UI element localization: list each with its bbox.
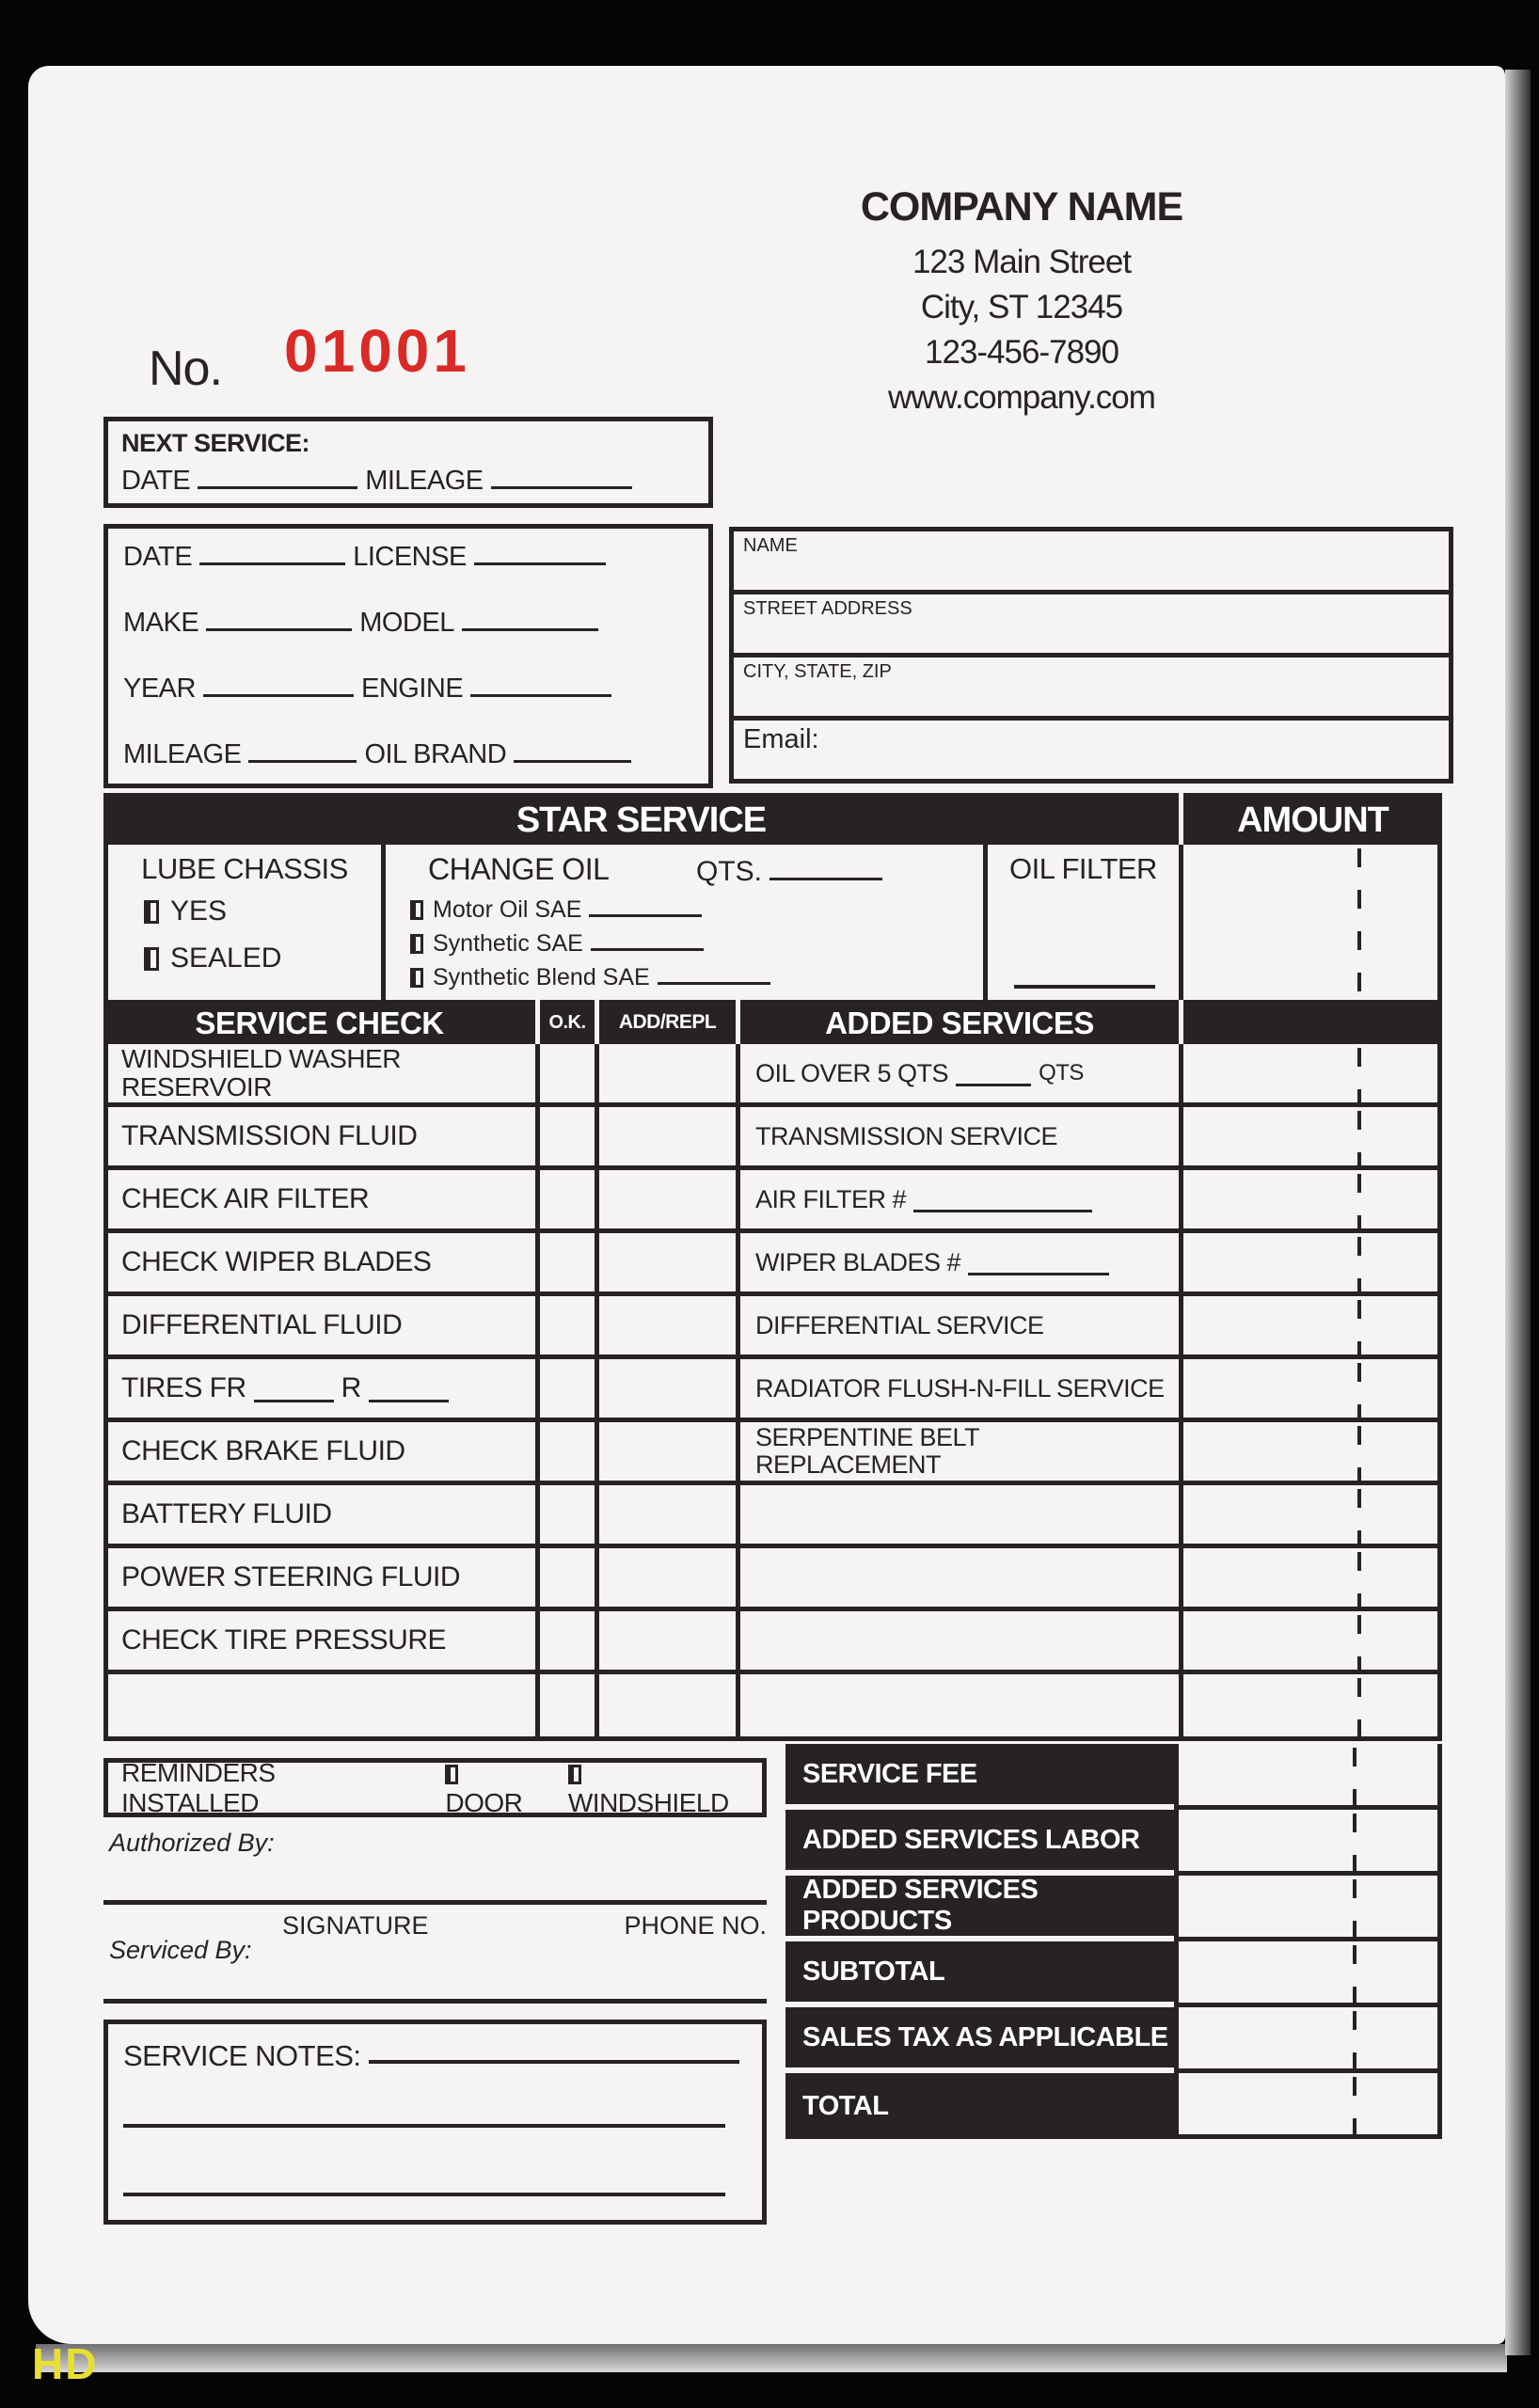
service-table-body xyxy=(103,1044,1442,1741)
cents-divider xyxy=(1357,1111,1361,1165)
service-notes-line-1[interactable] xyxy=(369,2049,739,2064)
table-row xyxy=(108,1296,1437,1359)
customer-city-label: CITY, STATE, ZIP xyxy=(743,661,892,682)
cents-divider xyxy=(1357,1300,1361,1354)
check-item-label: WINDSHIELD WASHER RESERVOIR xyxy=(121,1044,401,1101)
addrepl-cell[interactable] xyxy=(595,1107,736,1165)
addrepl-cell[interactable] xyxy=(595,1359,736,1418)
amount-cell[interactable] xyxy=(1179,1485,1437,1544)
change-oil-cell xyxy=(381,845,983,1000)
qts-blank[interactable] xyxy=(770,852,882,880)
amount-cell[interactable] xyxy=(1179,1611,1437,1670)
check-item-label: CHECK AIR FILTER xyxy=(121,1183,370,1214)
next-service-box xyxy=(103,417,713,508)
added-service-label: AIR FILTER # xyxy=(755,1184,907,1213)
ok-cell[interactable] xyxy=(535,1485,595,1544)
addrepl-cell[interactable] xyxy=(595,1611,736,1670)
added-services-labor-amount[interactable] xyxy=(1174,1810,1442,1876)
vehicle-oilbrand-blank[interactable] xyxy=(514,748,631,763)
service-notes-line-3[interactable] xyxy=(123,2193,725,2196)
vehicle-year-label: YEAR xyxy=(123,673,196,704)
added-service-label: RADIATOR FLUSH-N-FILL SERVICE xyxy=(755,1373,1165,1402)
addrepl-cell[interactable] xyxy=(595,1485,736,1544)
next-service-date-blank[interactable] xyxy=(198,474,357,489)
service-fee-amount[interactable] xyxy=(1174,1744,1442,1810)
cents-divider xyxy=(1357,1615,1361,1670)
cents-divider xyxy=(1357,1426,1361,1481)
total-row xyxy=(785,2073,1442,2139)
cents-divider xyxy=(1353,2011,1357,2068)
table-row xyxy=(108,1422,1437,1485)
next-service-mileage-label: MILEAGE xyxy=(365,466,484,496)
windshield-option[interactable] xyxy=(568,1758,749,1818)
added-service-suffix: QTS xyxy=(1039,1060,1084,1085)
windshield-checkbox[interactable] xyxy=(568,1765,581,1784)
vehicle-date-label: DATE xyxy=(123,542,193,572)
addrepl-cell[interactable] xyxy=(595,1044,736,1102)
cents-divider xyxy=(1357,1237,1361,1291)
motor-oil-option[interactable] xyxy=(410,894,709,924)
vehicle-mileage-label: MILEAGE xyxy=(123,739,242,769)
vehicle-make-label: MAKE xyxy=(123,608,199,638)
company-block xyxy=(786,184,1257,420)
ok-cell[interactable] xyxy=(535,1233,595,1291)
vehicle-engine-label: ENGINE xyxy=(360,673,464,704)
motor-oil-label: Motor Oil SAE xyxy=(433,896,582,923)
company-address-line2: City, ST 12345 xyxy=(920,289,1123,325)
table-row xyxy=(108,1170,1437,1233)
total-label: TOTAL xyxy=(785,2073,1174,2139)
motor-oil-checkbox[interactable] xyxy=(410,900,423,920)
total-row xyxy=(785,1876,1442,1941)
cents-divider xyxy=(1353,1748,1357,1805)
check-cell-empty[interactable] xyxy=(108,1674,535,1741)
cents-divider xyxy=(1357,1678,1361,1741)
addrepl-cell[interactable] xyxy=(595,1233,736,1291)
company-phone: 123-456-7890 xyxy=(925,334,1119,371)
oil-filter-blank[interactable] xyxy=(1014,985,1155,989)
serviced-signature-line[interactable] xyxy=(103,1999,767,2004)
check-item-label: DIFFERENTIAL FLUID xyxy=(121,1309,403,1340)
synthetic-blend-label: Synthetic Blend SAE xyxy=(433,964,650,990)
total-row xyxy=(785,1810,1442,1876)
subtotal-label: SUBTOTAL xyxy=(785,1941,1174,2002)
synthetic-blank[interactable] xyxy=(591,927,704,951)
customer-city-field[interactable] xyxy=(729,653,1453,721)
door-option[interactable] xyxy=(445,1758,544,1818)
amount-cell[interactable] xyxy=(1179,1233,1437,1291)
check-item-label: CHECK WIPER BLADES xyxy=(121,1246,432,1277)
ok-cell[interactable] xyxy=(535,1044,595,1102)
customer-street-label: STREET ADDRESS xyxy=(743,598,912,619)
customer-street-field[interactable] xyxy=(729,590,1453,657)
addrepl-cell[interactable] xyxy=(595,1296,736,1354)
cents-divider xyxy=(1357,848,1361,1000)
added-cell-empty[interactable] xyxy=(736,1485,1179,1544)
ok-cell[interactable] xyxy=(535,1359,595,1418)
synthetic-checkbox[interactable] xyxy=(410,934,423,954)
ok-cell[interactable] xyxy=(535,1548,595,1607)
reminders-box xyxy=(103,1758,767,1817)
vehicle-year-blank[interactable] xyxy=(203,682,354,697)
vehicle-engine-blank[interactable] xyxy=(470,682,611,697)
added-cell-empty[interactable] xyxy=(736,1674,1179,1741)
addrepl-cell[interactable] xyxy=(595,1170,736,1228)
sealed-label: SEALED xyxy=(170,943,282,974)
ok-cell[interactable] xyxy=(535,1170,595,1228)
added-services-header: ADDED SERVICES xyxy=(825,1006,1094,1040)
yes-checkbox[interactable] xyxy=(144,900,159,924)
added-services-labor-label: ADDED SERVICES LABOR xyxy=(785,1810,1174,1870)
next-service-title: NEXT SERVICE: xyxy=(121,429,310,457)
authorized-signature-line[interactable] xyxy=(103,1900,767,1905)
ok-cell[interactable] xyxy=(535,1611,595,1670)
door-checkbox[interactable] xyxy=(445,1765,458,1784)
check-item-label: BATTERY FLUID xyxy=(121,1498,332,1529)
table-row xyxy=(108,1485,1437,1548)
vehicle-date-blank[interactable] xyxy=(199,550,345,565)
amount-cell[interactable] xyxy=(1179,1548,1437,1607)
vehicle-oilbrand-label: OIL BRAND xyxy=(364,739,507,769)
lube-yes-option[interactable] xyxy=(144,895,227,927)
phone-no-caption: PHONE NO. xyxy=(624,1911,767,1940)
header-separator xyxy=(1179,1000,1183,1044)
added-services-products-label: ADDED SERVICES PRODUCTS xyxy=(785,1876,1174,1936)
check-item-label: CHECK BRAKE FLUID xyxy=(121,1435,405,1466)
authorized-by-label: Authorized By: xyxy=(109,1829,275,1857)
check-item-label: CHECK TIRE PRESSURE xyxy=(121,1624,447,1656)
star-service-body xyxy=(103,845,1442,1000)
cents-divider xyxy=(1353,2077,1357,2134)
added-service-label: DIFFERENTIAL SERVICE xyxy=(755,1310,1044,1339)
table-row xyxy=(108,1044,1437,1107)
subtotal-amount[interactable] xyxy=(1174,1941,1442,2007)
total-amount[interactable] xyxy=(1174,2073,1442,2139)
added-service-label: SERPENTINE BELT REPLACEMENT xyxy=(755,1423,979,1479)
customer-email-label: Email: xyxy=(743,724,819,754)
amount-cell[interactable] xyxy=(1179,1359,1437,1418)
door-label: DOOR xyxy=(445,1787,523,1817)
ok-cell[interactable] xyxy=(535,1107,595,1165)
total-row xyxy=(785,1744,1442,1810)
table-row xyxy=(108,1233,1437,1296)
added-service-label: OIL OVER 5 QTS xyxy=(755,1058,949,1087)
synthetic-label: Synthetic SAE xyxy=(433,930,583,957)
service-notes-title: SERVICE NOTES: xyxy=(123,2039,361,2072)
total-row xyxy=(785,1941,1442,2007)
vehicle-make-blank[interactable] xyxy=(206,616,352,631)
vehicle-license-label: LICENSE xyxy=(353,542,467,572)
customer-box xyxy=(729,527,1453,788)
service-notes-box[interactable] xyxy=(103,2020,767,2225)
next-service-mileage-blank[interactable] xyxy=(491,474,632,489)
ticket-number: 01001 xyxy=(284,317,470,385)
table-row xyxy=(108,1359,1437,1422)
total-row xyxy=(785,2007,1442,2073)
totals-section xyxy=(785,1744,1442,2139)
added-cell-empty[interactable] xyxy=(736,1611,1179,1670)
table-row xyxy=(108,1674,1437,1741)
tires-fr-blank[interactable] xyxy=(254,1374,334,1402)
amount-cell[interactable] xyxy=(1179,1296,1437,1354)
vehicle-box xyxy=(103,524,713,788)
added-cell-empty[interactable] xyxy=(736,1548,1179,1607)
hd-watermark: HD xyxy=(32,2339,99,2388)
addrepl-cell[interactable] xyxy=(595,1422,736,1481)
cents-divider xyxy=(1357,1174,1361,1228)
added-blank[interactable] xyxy=(968,1250,1109,1275)
oil-filter-cell xyxy=(983,845,1179,1000)
lube-sealed-option[interactable] xyxy=(144,943,281,974)
added-service-label: WIPER BLADES # xyxy=(755,1247,961,1276)
added-services-products-amount[interactable] xyxy=(1174,1876,1442,1941)
company-address-line1: 123 Main Street xyxy=(912,244,1132,280)
signature-caption: SIGNATURE xyxy=(282,1911,429,1940)
amount-header: AMOUNT xyxy=(1237,800,1388,840)
vehicle-model-blank[interactable] xyxy=(462,616,598,631)
service-check-header: SERVICE CHECK xyxy=(195,1006,444,1040)
amount-cell[interactable] xyxy=(1179,1422,1437,1481)
synthetic-option[interactable] xyxy=(410,927,711,958)
vehicle-license-blank[interactable] xyxy=(474,550,606,565)
added-service-label: TRANSMISSION SERVICE xyxy=(755,1121,1058,1150)
company-website: www.company.com xyxy=(888,379,1155,416)
check-item-label2: R xyxy=(341,1372,361,1403)
customer-name-field[interactable] xyxy=(729,527,1453,594)
addrepl-cell[interactable] xyxy=(595,1674,736,1741)
tires-r-blank[interactable] xyxy=(369,1374,449,1402)
customer-name-label: NAME xyxy=(743,535,798,556)
vehicle-model-label: MODEL xyxy=(359,608,454,638)
customer-email-field[interactable] xyxy=(729,716,1453,784)
ok-cell[interactable] xyxy=(535,1674,595,1741)
ok-header: O.K. xyxy=(548,1012,586,1033)
yes-label: YES xyxy=(170,895,228,927)
amount-cell[interactable] xyxy=(1179,1674,1437,1741)
synthetic-blend-blank[interactable] xyxy=(658,961,770,985)
synthetic-blend-checkbox[interactable] xyxy=(410,968,423,988)
lube-chassis-cell xyxy=(108,845,381,1000)
change-oil-title: CHANGE OIL xyxy=(428,852,610,886)
paper-shadow-right xyxy=(1505,70,1531,2355)
check-item-label: TIRES FR xyxy=(121,1372,246,1403)
sealed-checkbox[interactable] xyxy=(144,947,159,971)
reminders-title: REMINDERS INSTALLED xyxy=(121,1757,276,1817)
lube-chassis-title: LUBE CHASSIS xyxy=(141,852,348,885)
cents-divider xyxy=(1357,1048,1361,1102)
star-service-header xyxy=(103,793,1442,845)
addrepl-cell[interactable] xyxy=(595,1548,736,1607)
synthetic-blend-option[interactable] xyxy=(410,961,778,991)
cents-divider xyxy=(1357,1552,1361,1607)
vehicle-mileage-blank[interactable] xyxy=(248,748,357,763)
check-item-label: TRANSMISSION FLUID xyxy=(121,1120,418,1151)
windshield-label: WINDSHIELD xyxy=(567,1787,729,1817)
cents-divider xyxy=(1353,1879,1357,1937)
ok-cell[interactable] xyxy=(535,1296,595,1354)
cents-divider xyxy=(1353,1945,1357,2003)
add-repl-header: ADD/REPL xyxy=(618,1011,717,1033)
star-service-title: STAR SERVICE xyxy=(516,800,767,840)
company-name: COMPANY NAME xyxy=(860,184,1183,230)
paper-shadow-bottom xyxy=(36,2344,1507,2372)
table-row xyxy=(108,1611,1437,1674)
qts-field xyxy=(696,852,890,888)
service-fee-label: SERVICE FEE xyxy=(785,1744,1174,1804)
amount-cell[interactable] xyxy=(1179,1107,1437,1165)
sales-tax-amount[interactable] xyxy=(1174,2007,1442,2073)
cents-divider xyxy=(1353,1814,1357,1871)
cents-divider xyxy=(1357,1363,1361,1418)
sales-tax-label: SALES TAX AS APPLICABLE xyxy=(785,2007,1174,2067)
qts-label: QTS. xyxy=(696,856,763,887)
added-blank[interactable] xyxy=(913,1187,1092,1212)
ticket-number-label: No. xyxy=(149,341,222,396)
service-table-header xyxy=(103,1000,1442,1044)
amount-cell[interactable] xyxy=(1179,1044,1437,1102)
check-item-label: POWER STEERING FLUID xyxy=(121,1561,461,1592)
table-row xyxy=(108,1548,1437,1611)
amount-cell[interactable] xyxy=(1179,1170,1437,1228)
added-blank[interactable] xyxy=(956,1061,1031,1086)
ok-cell[interactable] xyxy=(535,1422,595,1481)
motor-oil-blank[interactable] xyxy=(589,894,702,917)
serviced-by-label: Serviced By: xyxy=(109,1936,252,1964)
oil-filter-title: OIL FILTER xyxy=(1009,852,1157,885)
table-row xyxy=(108,1107,1437,1170)
next-service-date-label: DATE xyxy=(121,466,191,496)
star-amount-cell[interactable] xyxy=(1179,845,1437,1000)
service-notes-line-2[interactable] xyxy=(123,2124,725,2128)
cents-divider xyxy=(1357,1489,1361,1544)
